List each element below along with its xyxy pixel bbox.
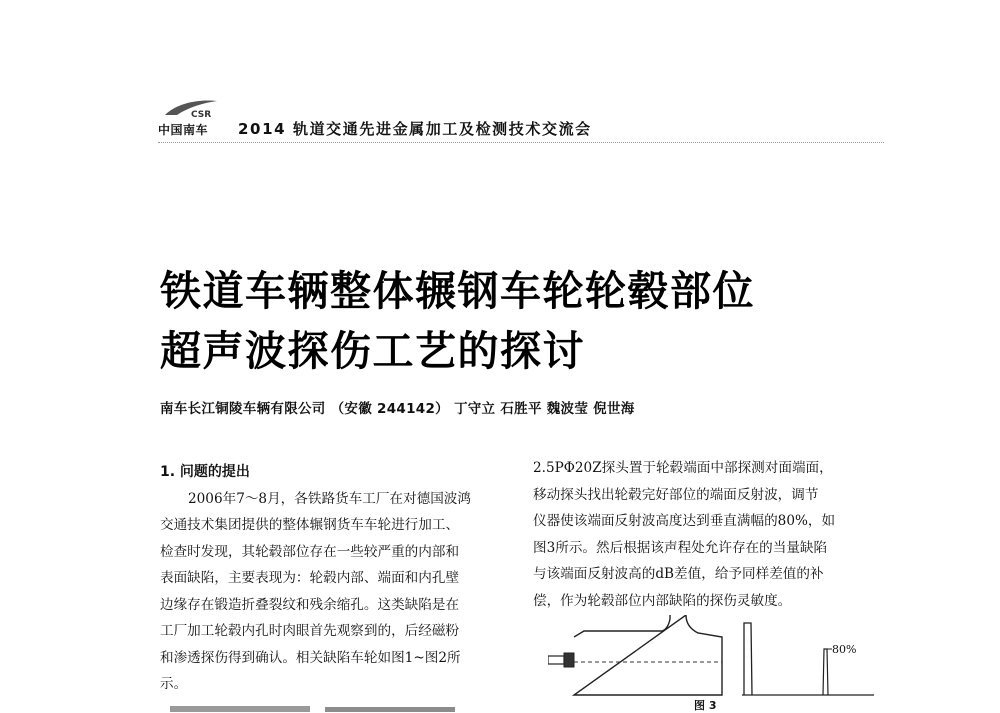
paragraph-line: 仪器使该端面反射波高度达到垂直满幅的80%，如: [533, 513, 836, 529]
paragraph-line: 工厂加工轮毂内孔时肉眼首先观察到的，后经磁粉: [160, 623, 460, 639]
left-column: [160, 459, 510, 698]
photo-fragment: [325, 707, 455, 712]
paragraph-line: 表面缺陷，主要表现为：轮毂内部、端面和内孔壁: [160, 570, 460, 586]
paper-title-line-1: 铁道车辆整体辗钢车轮轮毂部位: [160, 267, 755, 315]
paragraph-line: 边缘存在锻造折叠裂纹和残余缩孔。这类缺陷是在: [160, 596, 460, 613]
figure-3-diagram: [548, 615, 874, 697]
company-name: 中国南车: [158, 123, 209, 137]
paragraph-line: 图3所示。然后根据该声程处允许存在的当量缺陷: [533, 539, 828, 556]
paragraph-line: 和渗透探伤得到确认。相关缺陷车轮如图1~图2所: [160, 649, 461, 666]
paragraph-line: 移动探头找出轮毂完好部位的端面反射波，调节: [533, 486, 819, 503]
right-column: [533, 455, 888, 614]
paragraph-line: 2.5PΦ20Z探头置于轮毂端面中部探测对面端面，: [533, 460, 833, 476]
header-divider: [158, 142, 884, 143]
photo-fragment: [170, 706, 310, 712]
paragraph-line: 交通技术集团提供的整体辗钢货车车轮进行加工、: [160, 517, 460, 533]
paragraph-line: 偿，作为轮毂部位内部缺陷的探伤灵敏度。: [533, 592, 792, 609]
hub-outline: [574, 615, 722, 695]
logo-csr-label: CSR: [191, 110, 212, 120]
paper-title-line-2: 超声波探伤工艺的探讨: [160, 327, 585, 375]
probe-rod: [548, 656, 564, 664]
conference-title: 2014 轨道交通先进金属加工及检测技术交流会: [238, 120, 592, 138]
probe-head: [564, 653, 574, 667]
initial-pulse: [744, 623, 752, 695]
partial-figure-photos: [150, 703, 490, 712]
paragraph-line: 2006年7～8月，各铁路货车工厂在对德国波鸿: [188, 490, 471, 507]
paragraph-line: 与该端面反射波高的dB差值，给予同样差值的补: [533, 566, 824, 582]
section-heading: 1. 问题的提出: [160, 464, 250, 480]
author-affiliation: 南车长江铜陵车辆有限公司 （安徽 244142） 丁守立 石胜平 魏波莹 倪世海: [160, 401, 635, 417]
echo-percent-label: 80%: [832, 643, 857, 656]
paragraph-line: 示。: [160, 676, 188, 692]
figure-caption: 图 3: [694, 699, 717, 712]
paragraph-line: 检查时发现，其轮毂部位存在一些较严重的内部和: [160, 543, 460, 560]
end-face-echo: [823, 649, 828, 695]
